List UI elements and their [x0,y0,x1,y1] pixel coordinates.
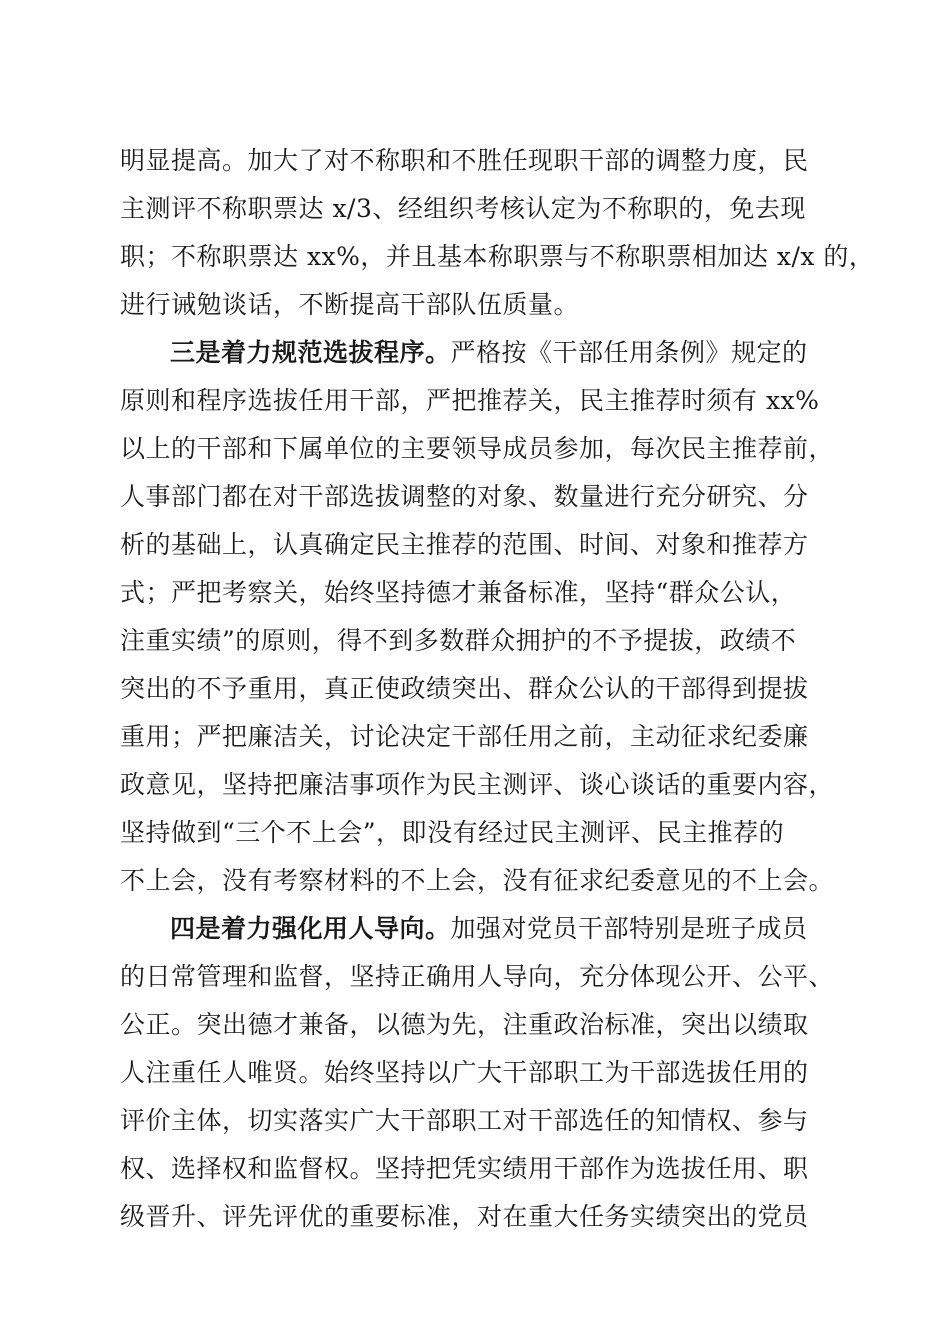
body-line: 原则和程序选拔任用干部，严把推荐关，民主推荐时须有 xx% [120,386,820,415]
body-line: 的日常管理和监督，坚持正确用人导向，充分体现公开、公平、 [120,962,835,991]
body-line: 职；不称职票达 xx%，并且基本称职票与不称职票相加达 x/x 的， [120,242,875,271]
body-line: 权、选择权和监督权。坚持把凭实绩用干部作为选拔任用、职 [120,1154,809,1183]
body-line: 坚持做到“三个不上会”，即没有经过民主测评、民主推荐的 [120,818,785,847]
body-line: 政意见，坚持把廉洁事项作为民主测评、谈心谈话的重要内容， [120,770,835,799]
body-line: 评价主体，切实落实广大干部职工对干部选任的知情权、参与 [120,1106,809,1135]
body-line: 人注重任人唯贤。始终坚持以广大干部职工为干部选拔任用的 [120,1058,809,1087]
body-line: 明显提高。加大了对不称职和不胜任现职干部的调整力度，民 [120,146,809,175]
body-line: 不上会，没有考察材料的不上会，没有征求纪委意见的不上会。 [120,866,835,895]
section-three-first-line-text: 严格按《干部任用条例》规定的 [450,338,808,367]
body-line: 以上的干部和下属单位的主要领导成员参加，每次民主推荐前， [120,434,835,463]
body-line: 公正。突出德才兼备，以德为先，注重政治标准，突出以绩取 [120,1010,809,1039]
body-line: 式；严把考察关，始终坚持德才兼备标准，坚持“群众公认， [120,578,797,607]
body-line: 析的基础上，认真确定民主推荐的范围、时间、对象和推荐方 [120,530,809,559]
body-line: 人事部门都在对干部选拔调整的对象、数量进行充分研究、分 [120,482,809,511]
body-line: 突出的不予重用，真正使政绩突出、群众公认的干部得到提拔 [120,674,809,703]
body-line: 级晋升、评先评优的重要标准，对在重大任务实绩突出的党员 [120,1202,809,1231]
section-three-heading: 三是着力规范选拔程序。 [170,338,451,367]
body-line: 主测评不称职票达 x/3、经组织考核认定为不称职的，免去现 [120,194,806,223]
body-line: 重用；严把廉洁关，讨论决定干部任用之前，主动征求纪委廉 [120,722,809,751]
body-line: 注重实绩”的原则，得不到多数群众拥护的不予提拔，政绩不 [120,626,797,655]
section-four-first-line-text: 加强对党员干部特别是班子成员 [450,914,808,943]
section-three-first-line [170,333,840,373]
body-line: 进行诫勉谈话，不断提高干部队伍质量。 [120,290,580,319]
section-four-heading: 四是着力强化用人导向。 [170,914,451,943]
section-four-first-line [170,909,840,949]
